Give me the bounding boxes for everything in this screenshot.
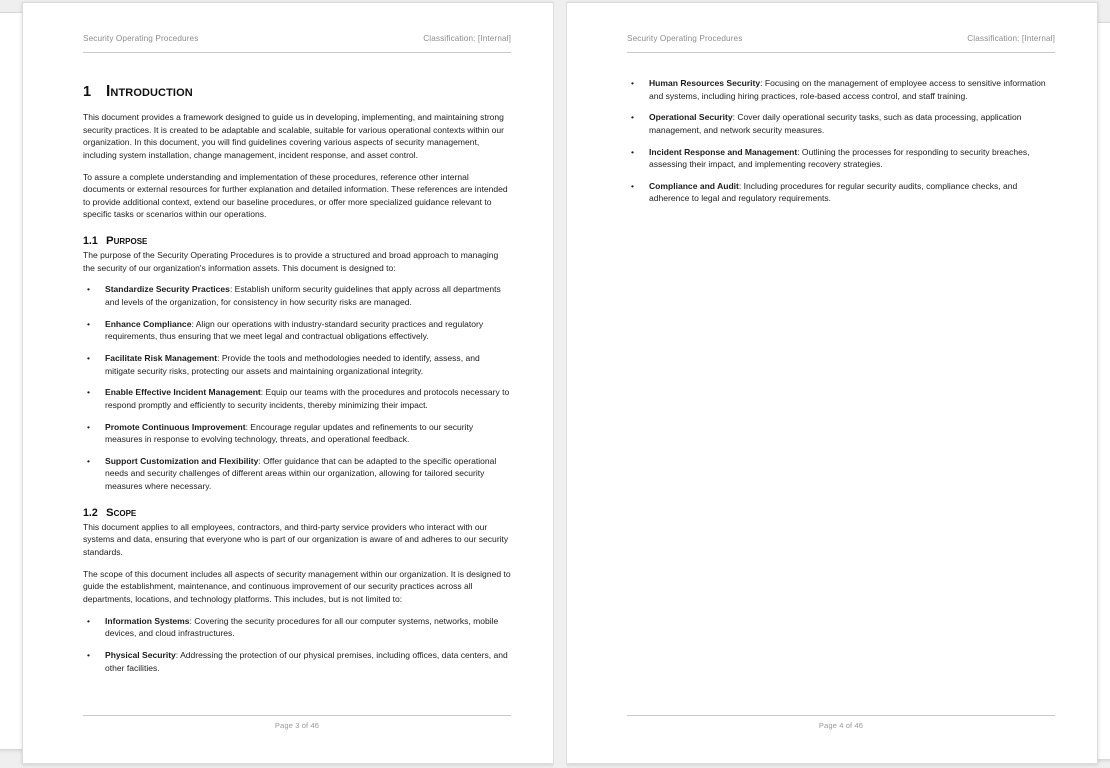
- bullet-icon: •: [87, 649, 90, 660]
- list-item-term: Promote Continuous Improvement: [105, 421, 246, 432]
- list-item-text: : Covering the security procedures for all our computer systems, networks, mobile devices, and cloud infrastructures.: [105, 615, 499, 639]
- list-item-term: Compliance and Audit: [649, 180, 739, 191]
- list-item-term: Operational Security: [649, 112, 733, 123]
- subsection-number: 1.2: [83, 506, 98, 519]
- header-title-left: Security Operating Procedures: [83, 34, 199, 43]
- list-item-text: : Addressing the protection of our physical premises, including offices, data centers, and other facilities.: [105, 649, 508, 673]
- footer-divider: [627, 715, 1055, 716]
- header-divider: [627, 52, 1055, 53]
- page-gutter: [554, 0, 566, 768]
- list-item-term: Standardize Security Practices: [105, 284, 230, 295]
- bullet-icon: •: [87, 455, 90, 466]
- bullet-icon: •: [87, 352, 90, 363]
- list-item-text: : Offer guidance that can be adapted to the specific operational needs and security challenges of different areas within our organization, allowing for tailored security measures where necessary.: [105, 455, 497, 492]
- list-item: [83, 283, 511, 308]
- document-page-3[interactable]: [22, 2, 554, 764]
- header-classification-right: Classification: [Internal]: [967, 34, 1055, 43]
- list-item-text: : Provide the tools and methodologies needed to identify, assess, and mitigate security risks, protecting our assets and maintaining organizational integrity.: [105, 352, 480, 376]
- list-item-term: Information Systems: [105, 615, 190, 626]
- bullet-icon: •: [87, 421, 90, 432]
- list-item-text: : Including procedures for regular security audits, compliance checks, and adherence to legal and regulatory requirements.: [649, 180, 1018, 204]
- list-item-term: Enable Effective Incident Management: [105, 387, 261, 398]
- page-4-content: [627, 73, 1055, 703]
- subsection-heading-1-2: [83, 507, 511, 519]
- page-header: [83, 34, 511, 43]
- section-number: 1: [83, 84, 92, 100]
- list-item-text: : Encourage regular updates and refinements to our security measures in response to evolving technology, threats, and operational feedback.: [105, 421, 474, 445]
- list-item-text: : Cover daily operational security tasks, such as data processing, application management, and network security measures.: [649, 112, 1022, 135]
- list-item: [83, 352, 511, 377]
- bullet-icon: •: [631, 112, 634, 123]
- list-item-text: : Outlining the processes for responding to security breaches, assessing their impact, and implementing recovery strategies.: [649, 146, 1030, 170]
- purpose-bullet-list: [83, 283, 511, 492]
- bullet-icon: •: [87, 318, 90, 329]
- list-item: [83, 386, 511, 411]
- list-item-term: Enhance Compliance: [105, 318, 192, 329]
- list-item: [83, 615, 511, 640]
- list-item-text: : Align our operations with industry-standard security practices and regulatory requirements, thus ensuring that we meet legal and contractual obligations effectively.: [105, 318, 484, 342]
- list-item: [83, 455, 511, 493]
- document-page-4[interactable]: [566, 2, 1098, 764]
- list-item-text: : Focusing on the management of employee access to sensitive information and systems, including hiring practices, role-based access control, and staff training.: [649, 78, 1046, 101]
- list-item-term: Support Customization and Flexibility: [105, 455, 259, 466]
- list-item: [627, 146, 1055, 171]
- list-item: [627, 180, 1055, 205]
- bullet-icon: •: [631, 78, 634, 88]
- scope-second-paragraph: The scope of this document includes all aspects of security management within our organization. It is designed to guide the establishment, maintenance, and continuous improvement of our security practices across all departments, locations, and technology platforms. This includes, but is not limited to:: [83, 568, 511, 604]
- list-item-term: Human Resources Security: [649, 78, 761, 88]
- scope-bullet-list-continued: [627, 77, 1055, 205]
- list-item: [83, 318, 511, 343]
- header-divider: [83, 52, 511, 53]
- bullet-icon: •: [87, 615, 90, 626]
- intro-paragraph-1: This document provides a framework designed to guide us in developing, implementing, and maintaining strong security practices. It is created to be adaptable and scalable, suitable for various operational contexts within our organization. In this document, you will find guidelines covering various aspects of security management, including system installation, change management, incident response, and asset control.: [83, 112, 504, 160]
- subsection-title: Scope: [106, 506, 137, 519]
- subsection-number: 1.1: [83, 235, 98, 248]
- bullet-icon: •: [631, 180, 634, 191]
- page-header: [627, 34, 1055, 43]
- bullet-icon: •: [87, 284, 90, 295]
- intro-paragraph-2: To assure a complete understanding and implementation of these procedures, reference other internal documents or external resources for further explanation and detailed information. These references are intended to provide additional context, extend our baseline procedures, or offer more specialized guidance relevant to specific tasks or scenarios within our operations.: [83, 171, 508, 220]
- page-footer-3: Page 3 of 46: [274, 721, 320, 730]
- list-item: [83, 649, 511, 674]
- header-classification-right: Classification: [Internal]: [423, 34, 511, 43]
- purpose-lead-paragraph: The purpose of the Security Operating Procedures is to provide a structured and broad approach to managing the security of our organization's information assets. This document is designed to:: [83, 250, 499, 273]
- subsection-heading-1-1: [83, 235, 511, 247]
- list-item: [627, 111, 1055, 136]
- list-item-text: : Equip our teams with the procedures and protocols necessary to respond promptly and efficiently to security incidents, thereby minimizing their impact.: [105, 387, 510, 410]
- scope-lead-paragraph: This document applies to all employees, contractors, and third-party service providers who interact with our systems and data, ensuring that everyone who is part of our organization is aware of and adheres to our security standards.: [83, 521, 509, 558]
- list-item-text: : Establish uniform security guidelines that apply across all departments and levels of the organization, for consistency in how security risks are managed.: [105, 284, 501, 308]
- subsection-title: Purpose: [106, 235, 148, 248]
- bullet-icon: •: [87, 387, 90, 398]
- section-title: Introduction: [106, 83, 193, 100]
- list-item: [627, 77, 1055, 102]
- header-title-left: Security Operating Procedures: [627, 34, 743, 43]
- list-item-term: Physical Security: [105, 649, 176, 660]
- list-item-term: Incident Response and Management: [649, 146, 798, 157]
- section-heading-1: [83, 83, 511, 101]
- scope-bullet-list: [83, 615, 511, 675]
- list-item: [83, 421, 511, 446]
- page-3-content: [83, 73, 511, 703]
- bullet-icon: •: [631, 146, 634, 157]
- list-item-term: Facilitate Risk Management: [105, 352, 218, 363]
- footer-divider: [83, 715, 511, 716]
- page-footer-4: Page 4 of 46: [818, 721, 864, 730]
